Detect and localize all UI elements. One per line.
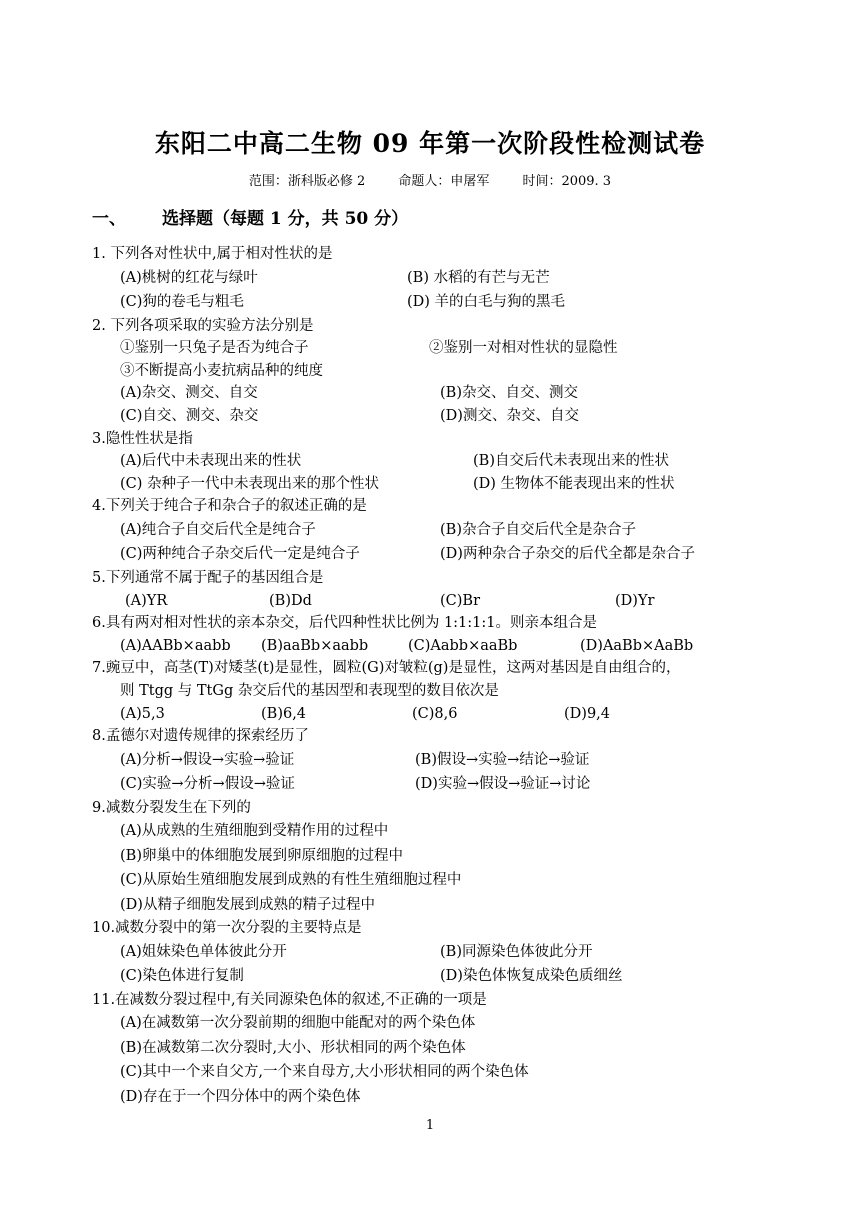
question-8-option-c: (C)实验→分析→假设→验证 (120, 776, 295, 793)
question-1-option-b: (B) 水稻的有芒与无芒 (407, 269, 550, 286)
question-3-options-row2 (92, 473, 792, 496)
question-5-option-d: (D)Yr (615, 592, 655, 609)
question-3-option-d: (D) 生物体不能表现出来的性状 (473, 475, 675, 492)
question-3-option-a: (A)后代中未表现出来的性状 (120, 453, 302, 470)
question-6-option-a: (A)AABb×aabb (120, 637, 231, 654)
question-list (92, 243, 792, 1109)
question-2-option-b: (B)杂交、自交、测交 (440, 385, 578, 402)
section-label: 选择题（每题 1 分，共 50 分） (162, 209, 409, 229)
question-1-options-row1 (92, 266, 792, 291)
question-7-stem-continued: 则 Ttgg 与 TtGg 杂交后代的基因型和表现型的数目依次是 (120, 682, 499, 699)
exam-subtitle: 范围：浙科版必修 2 命题人：申屠军 时间：2009. 3 (248, 174, 612, 189)
question-7-option-b: (B)6,4 (261, 705, 307, 722)
question-8-option-d: (D)实验→假设→验证→讨论 (415, 776, 591, 793)
question-1-stem: 1. 下列各对性状中,属于相对性状的是 (92, 246, 333, 262)
question-4-option-a: (A)纯合子自交后代全是纯合子 (120, 521, 316, 538)
question-2-options-row2 (92, 405, 792, 428)
question-4-option-d: (D)两种杂合子杂交的后代全都是杂合子 (440, 546, 695, 563)
question-4-stem: 4.下列关于纯合子和杂合子的叙述正确的是 (92, 498, 367, 515)
question-3-options-row1 (92, 450, 792, 473)
question-9-stem: 9.减数分裂发生在下列的 (92, 799, 251, 816)
question-5-stem: 5.下列通常不属于配子的基因组合是 (92, 569, 324, 586)
question-6-option-d: (D)AaBb×AaBb (580, 637, 694, 654)
question-7-options-row (92, 703, 792, 726)
question-1-options-row2 (92, 290, 792, 315)
question-4-options-row1 (92, 518, 792, 543)
question-5-option-b: (B)Dd (269, 592, 312, 609)
question-2-item-3: ③不断提高小麦抗病品种的纯度 (120, 362, 323, 379)
question-4-option-c: (C)两种纯合子杂交后代一定是纯合子 (120, 546, 360, 563)
question-9-option-a: (A)从成熟的生殖细胞到受精作用的过程中 (120, 823, 389, 840)
question-10-stem: 10.减数分裂中的第一次分裂的主要特点是 (92, 920, 362, 937)
question-2-item-1: ①鉴别一只兔子是否为纯合子 (120, 340, 309, 357)
question-9-option-d: (D)从精子细胞发展到成熟的精子过程中 (120, 896, 375, 913)
question-2-items-row1 (92, 337, 792, 360)
question-8-stem: 8.孟德尔对遗传规律的探索经历了 (92, 728, 309, 745)
question-11-option-b: (B)在减数第二次分裂时,大小、形状相同的两个染色体 (120, 1039, 466, 1056)
question-11-option-c: (C)其中一个来自父方,一个来自母方,大小形状相同的两个染色体 (120, 1064, 529, 1081)
question-2-stem: 2. 下列各项采取的实验方法分别是 (92, 317, 314, 334)
question-1-option-a: (A)桃树的红花与绿叶 (120, 269, 258, 286)
question-10-options-row2 (92, 964, 792, 989)
question-8-options-row2 (92, 772, 792, 797)
question-5-option-a: (A)YR (125, 592, 168, 609)
question-7-option-c: (C)8,6 (412, 705, 458, 722)
question-10-option-d: (D)染色体恢复成染色质细丝 (440, 968, 623, 985)
question-9-option-b: (B)卵巢中的体细胞发展到卵原细胞的过程中 (120, 847, 403, 864)
question-6-stem: 6.具有两对相对性状的亲本杂交，后代四种性状比例为 1:1:1:1。则亲本组合是 (92, 615, 597, 632)
question-10-option-c: (C)染色体进行复制 (120, 968, 244, 985)
question-10-options-row1 (92, 940, 792, 965)
question-7-option-a: (A)5,3 (120, 705, 165, 722)
question-1-option-c: (C)狗的卷毛与粗毛 (120, 294, 244, 311)
question-5-option-c: (C)Br (440, 592, 480, 609)
question-9-option-c: (C)从原始生殖细胞发展到成熟的有性生殖细胞过程中 (120, 872, 462, 889)
question-8-option-a: (A)分析→假设→实验→验证 (120, 751, 295, 768)
exam-title: 东阳二中高二生物 09 年第一次阶段性检测试卷 (154, 129, 706, 158)
question-11-stem: 11.在减数分裂过程中,有关同源染色体的叙述,不正确的一项是 (92, 991, 487, 1008)
question-10-option-a: (A)姐妹染色单体彼此分开 (120, 943, 287, 960)
question-8-option-b: (B)假设→实验→结论→验证 (415, 751, 590, 768)
question-10-option-b: (B)同源染色体彼此分开 (440, 943, 593, 960)
question-8-options-row1 (92, 748, 792, 773)
question-2-items-row2 (92, 360, 792, 383)
question-7-stem: 7.豌豆中，高茎(T)对矮茎(t)是显性，圆粒(G)对皱粒(g)是显性，这两对基因是自由组合的， (92, 660, 681, 677)
question-5-options-row (92, 590, 792, 613)
question-1-option-d: (D) 羊的白毛与狗的黑毛 (407, 294, 566, 311)
question-4-options-row2 (92, 542, 792, 567)
page-number: 1 (425, 1118, 435, 1133)
question-4-option-b: (B)杂合子自交后代全是杂合子 (440, 521, 636, 538)
question-6-option-b: (B)aaBb×aabb (261, 637, 369, 654)
question-2-item-2: ②鉴别一对相对性状的显隐性 (429, 340, 618, 357)
question-7-option-d: (D)9,4 (564, 705, 610, 722)
question-2-options-row1 (92, 382, 792, 405)
question-3-stem: 3.隐性性状是指 (92, 430, 193, 447)
question-3-option-c: (C) 杂种子一代中未表现出来的那个性状 (120, 475, 380, 492)
section-heading (92, 204, 408, 229)
question-6-option-c: (C)Aabb×aaBb (408, 637, 518, 654)
question-11-option-d: (D)存在于一个四分体中的两个染色体 (120, 1088, 361, 1105)
question-2-option-d: (D)测交、杂交、自交 (440, 407, 579, 424)
question-6-options-row (92, 635, 792, 658)
question-2-option-c: (C)自交、测交、杂交 (120, 407, 259, 424)
question-2-option-a: (A)杂交、测交、自交 (120, 385, 258, 402)
section-number: 一、 (92, 209, 126, 229)
question-11-option-a: (A)在减数第一次分裂前期的细胞中能配对的两个染色体 (120, 1015, 476, 1032)
question-3-option-b: (B)自交后代未表现出来的性状 (473, 453, 669, 470)
